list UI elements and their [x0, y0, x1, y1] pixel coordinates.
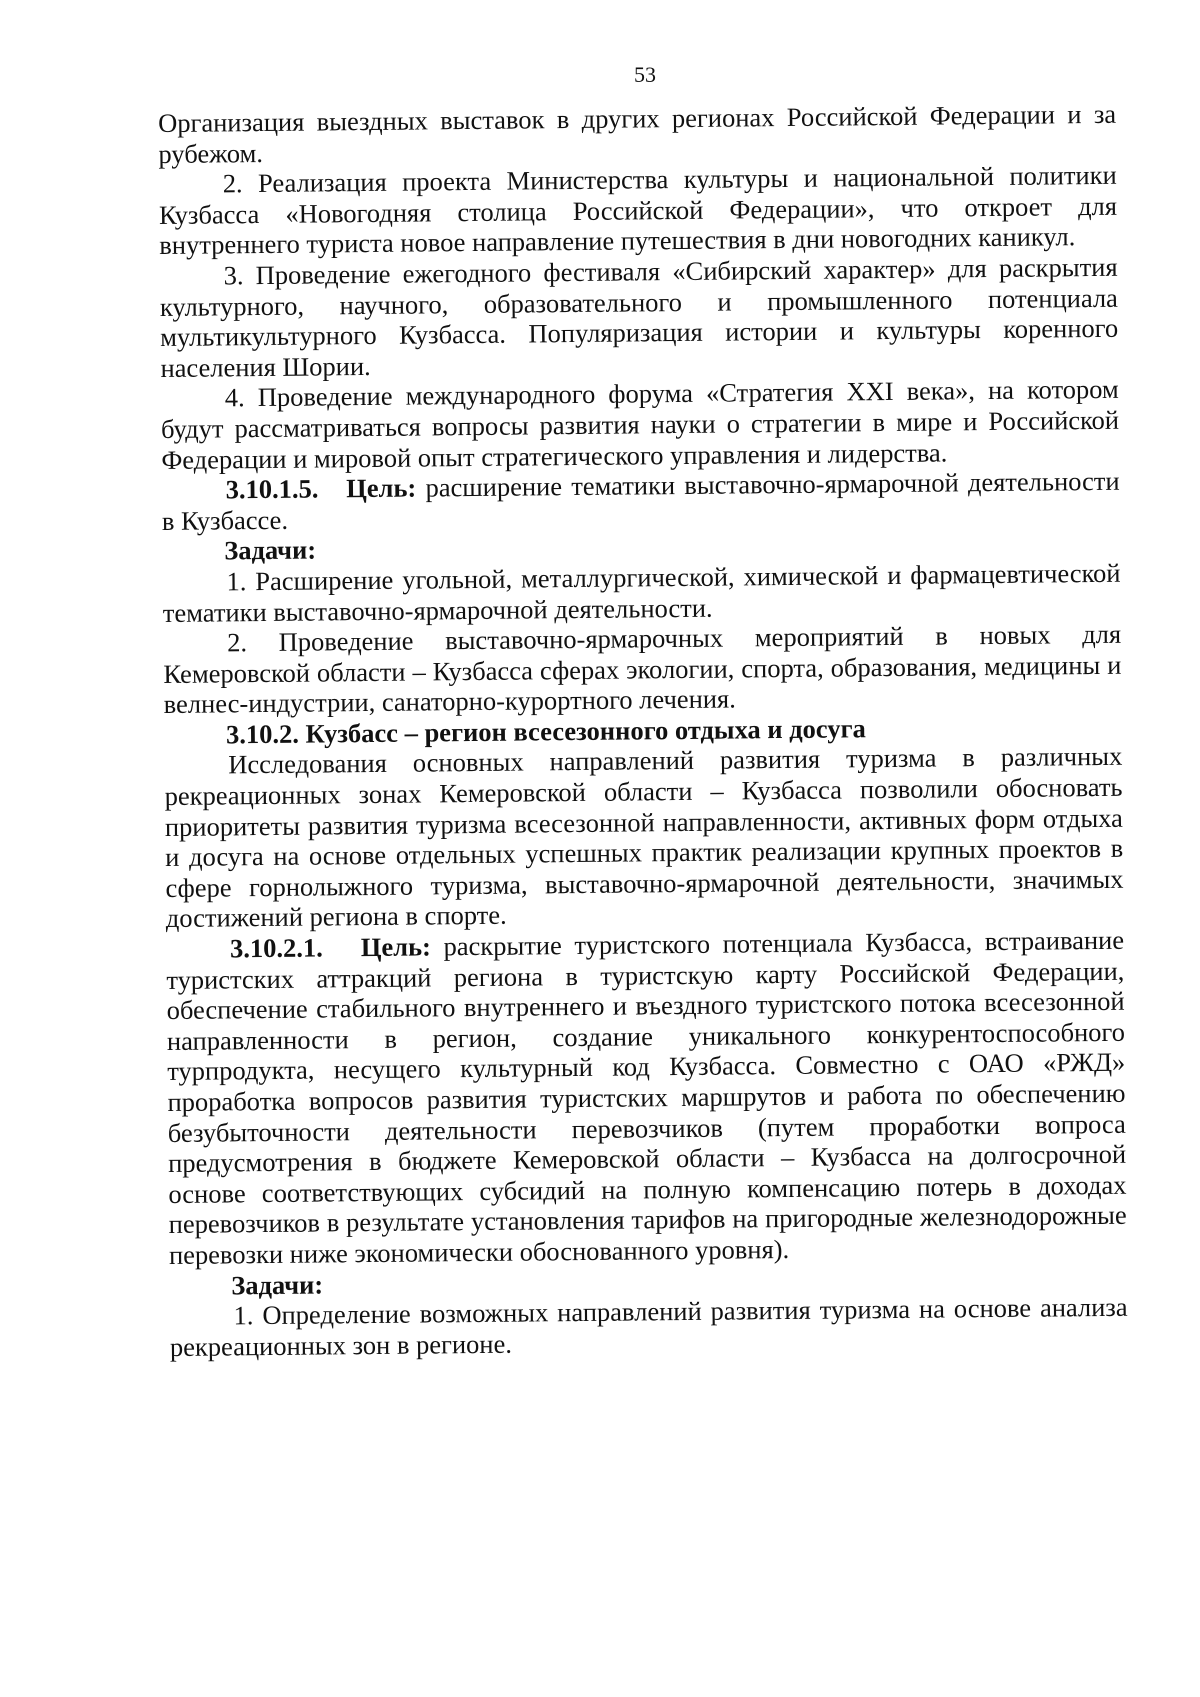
- goal-text: расширение тематики выставочно-ярмарочной деятельности в Кузбассе.: [161, 465, 1120, 536]
- paragraph-strategy-forum: 4. Проведение международного форума «Стратегия XXI века», на котором будут рассматриваться вопросы развития науки о стратегии в мире и Российской Федерации и мировой опыт стратегического управления и лидерства.: [160, 374, 1120, 475]
- paragraph-new-year-capital: 2. Реализация проекта Министерства культуры и национальной политики Кузбасса «Новогодняя столица Российской Федерации», что откроет для внутреннего туриста новое направление путешествия в дни новогодних каникул.: [158, 159, 1118, 261]
- task-item: 1. Определение возможных направлений развития туризма на основе анализа рекреационных зон в регионе.: [169, 1291, 1128, 1362]
- goal-number: 3.10.1.5.: [225, 473, 319, 505]
- paragraph-exhibitions-abroad: Организация выездных выставок в других регионах Российской Федерации и за рубежом.: [158, 98, 1117, 169]
- goal-label: Цель:: [360, 931, 432, 963]
- section-heading-3-10-2: 3.10.2. Кузбасс – регион всесезонного отдыха и досуга: [225, 713, 866, 750]
- goal-number: 3.10.2.1.: [229, 932, 323, 964]
- page-number: 53: [634, 62, 656, 87]
- document-body: [158, 99, 1128, 1362]
- goal-text: раскрытие туристского потенциала Кузбасса, встраивание туристских аттракций региона в туристскую карту Российской Федерации, обеспечение стабильного внутреннего и въездного туристского потока всесезонной направленности в регион, создание уникального конкурентоспособного турпродукта, несущего культурный код Кузбасса. Совместно с ОАО «РЖД» проработка вопросов развития туристских маршрутов и работа по обеспечению безубыточности деятельности перевозчиков (путем проработки вопроса предусмотрения в бюджете Кемеровской области – Кузбасса на долгосрочной основе соответствующих субсидий на полную компенсацию потерь в доходах перевозчиков в результате установления тарифов на пригородные железнодорожные перевозки ниже экономически обоснованного уровня).: [166, 924, 1127, 1270]
- tasks-heading: Задачи:: [224, 534, 317, 566]
- tasks-heading: Задачи:: [231, 1269, 324, 1300]
- task-item: 2. Проведение выставочно-ярмарочных мероприятий в новых для Кемеровской области – Кузбасса сферах экологии, спорта, образования, медицины и велнес-индустрии, санаторно-курортного лечения.: [163, 618, 1122, 720]
- section-3-10-2-text: Исследования основных направлений развития туризма в различных рекреационных зонах Кемеровской области – Кузбасса позволили обосновать приоритеты развития туризма всесезонной направленности, активных форм отдыха и досуга на основе отдельных успешных практик реализации крупных проектов в сфере горнолыжного туризма, выставочно-ярмарочной деятельности, значимых достижений региона в спорте.: [164, 741, 1124, 934]
- goal-3-10-2-1: [166, 925, 1127, 1271]
- task-item: 1. Расширение угольной, металлургической, химической и фармацевтической тематики выставочно-ярмарочной деятельности.: [162, 557, 1121, 628]
- paragraph-siberian-character-festival: 3. Проведение ежегодного фестиваля «Сибирский характер» для раскрытия культурного, научного, образовательного и промышленного потенциала мультикультурного Кузбасса. Популяризация истории и культуры коренного населения Шории.: [159, 251, 1119, 383]
- goal-label: Цель:: [346, 472, 417, 504]
- goal-3-10-1-5: [162, 466, 1121, 536]
